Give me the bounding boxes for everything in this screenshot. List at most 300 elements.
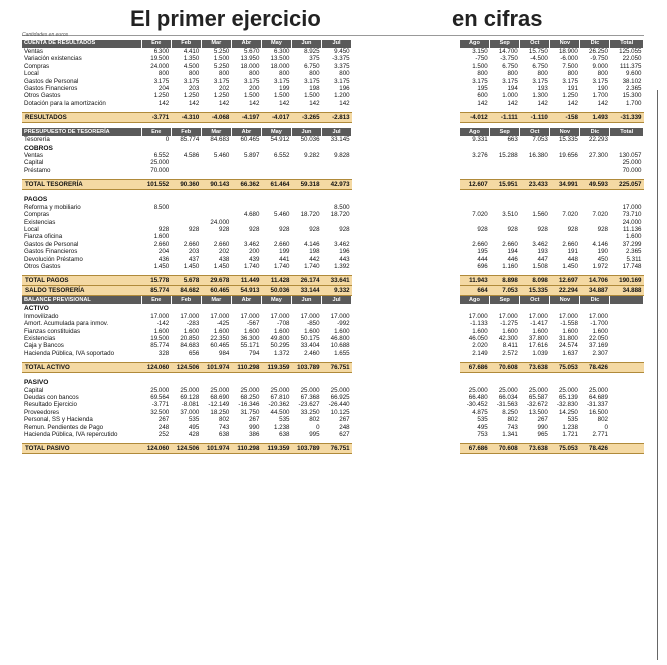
subsection-label: COBROS — [24, 144, 53, 152]
value-cell: 535 — [567, 416, 578, 424]
value-cell — [580, 167, 610, 174]
value-cell: 69.128 — [180, 394, 200, 401]
value-cell: 0 — [165, 136, 170, 144]
value-cell: 17.000 — [468, 312, 488, 320]
value-cell — [261, 167, 291, 174]
total-header — [610, 296, 644, 305]
value-cell: 50.036 — [261, 286, 291, 296]
value-cell: 142 — [507, 99, 518, 107]
column-gap — [352, 128, 460, 136]
table-row — [22, 219, 644, 226]
value-cell: 6.300 — [274, 48, 290, 55]
month-header: Abr — [231, 296, 261, 305]
value-cell: 656 — [188, 349, 200, 357]
value-cell: 17.000 — [330, 312, 350, 320]
month-header: Jul — [322, 128, 352, 136]
value-cell: -1.111 — [490, 113, 520, 123]
total-row — [22, 113, 644, 123]
value-cell: 928 — [597, 225, 608, 233]
value-cell — [490, 159, 520, 166]
value-cell: -750 — [475, 55, 488, 63]
value-cell: 90.143 — [201, 180, 231, 190]
table-row — [22, 159, 644, 166]
table-row — [22, 241, 644, 248]
value-cell: 13.500 — [528, 408, 548, 416]
column-gap — [352, 394, 460, 401]
value-cell: 50.036 — [300, 136, 320, 144]
month-header: Sep — [490, 40, 520, 48]
table-row — [22, 48, 644, 55]
value-cell: 7.053 — [490, 286, 520, 296]
value-cell: 13.500 — [270, 55, 290, 63]
value-cell: -3.750 — [500, 55, 518, 63]
table-row — [22, 313, 644, 320]
value-cell — [291, 233, 321, 240]
value-cell: 26.174 — [291, 276, 321, 286]
value-cell: 800 — [339, 70, 350, 78]
value-cell — [520, 159, 550, 166]
value-cell: 800 — [188, 70, 200, 78]
value-cell — [171, 159, 201, 166]
value-cell: -20.362 — [268, 401, 290, 409]
section-header-row — [22, 128, 644, 136]
value-cell: 1.600 — [153, 327, 170, 335]
value-cell — [460, 219, 490, 226]
month-header: Abr — [231, 40, 261, 48]
column-gap — [352, 320, 460, 327]
value-cell: 800 — [537, 70, 548, 78]
value-cell: 9.450 — [334, 48, 350, 55]
table-row — [22, 167, 644, 174]
value-cell: 627 — [339, 431, 350, 439]
column-gap — [352, 211, 460, 218]
total-cell: 125.055 — [619, 48, 642, 55]
month-header: Mar — [201, 296, 231, 305]
value-cell: -4.310 — [171, 113, 201, 123]
value-cell: 90.360 — [171, 180, 201, 190]
column-gap — [352, 136, 460, 143]
value-cell: 18.000 — [270, 62, 290, 70]
units-note: Cantidades en euros — [22, 32, 69, 38]
month-header: Mar — [201, 128, 231, 136]
value-cell: 46.050 — [468, 334, 488, 342]
value-cell: 1.740 — [304, 262, 320, 270]
column-gap — [352, 233, 460, 240]
value-cell: 66.034 — [498, 394, 518, 401]
row-label: Local — [24, 225, 39, 233]
value-cell: 22.050 — [589, 334, 608, 342]
value-cell: 124.060 — [141, 363, 171, 373]
value-cell: 1.450 — [213, 262, 230, 270]
row-label: Existencias — [24, 334, 56, 342]
value-cell: 1.637 — [562, 349, 578, 357]
value-cell: 16.380 — [528, 152, 548, 160]
value-cell: -283 — [186, 320, 200, 328]
value-cell: 8.250 — [502, 408, 518, 416]
total-cell — [610, 416, 644, 423]
value-cell: 64.689 — [589, 394, 608, 401]
value-cell: 1.493 — [580, 113, 610, 123]
value-cell — [201, 211, 231, 218]
month-header: Jul — [322, 40, 352, 48]
column-gap — [352, 256, 460, 263]
value-cell: 70.000 — [150, 166, 170, 174]
value-cell: 928 — [279, 225, 290, 233]
total-cell: 9.600 — [626, 70, 642, 78]
value-cell: 84.683 — [210, 136, 230, 144]
value-cell: 995 — [309, 431, 320, 439]
value-cell: 6.552 — [153, 152, 170, 160]
table-row — [22, 92, 644, 99]
value-cell — [580, 204, 610, 211]
value-cell: 1.500 — [213, 55, 230, 63]
value-cell: 29.678 — [201, 276, 231, 286]
value-cell: 55.171 — [240, 342, 260, 350]
value-cell: 6.750 — [532, 62, 548, 70]
value-cell: 535 — [279, 416, 290, 424]
column-gap — [352, 387, 460, 394]
value-cell: 18.900 — [558, 48, 578, 55]
value-cell: 743 — [507, 423, 518, 431]
value-cell: 928 — [339, 225, 350, 233]
value-cell — [490, 233, 520, 240]
subsection-label: ACTIVO — [24, 305, 49, 313]
value-cell: 9.282 — [304, 152, 320, 160]
value-cell: 2.660 — [274, 240, 290, 248]
total-cell: 17.000 — [622, 203, 642, 211]
value-cell: 103.789 — [291, 444, 321, 454]
row-label: Deudas con bancos — [24, 394, 79, 401]
value-cell: 24.000 — [210, 218, 230, 226]
value-cell: 928 — [537, 225, 548, 233]
value-cell — [291, 167, 321, 174]
value-cell: 800 — [249, 70, 260, 78]
month-header: Oct — [520, 128, 550, 136]
value-cell: 14.250 — [558, 408, 578, 416]
value-cell: 17.000 — [180, 312, 200, 320]
value-cell — [580, 159, 610, 166]
value-cell: 441 — [279, 255, 290, 263]
month-header: Feb — [171, 128, 201, 136]
value-cell: 78.426 — [580, 444, 610, 454]
column-gap — [352, 263, 460, 270]
value-cell: 8.925 — [304, 48, 320, 55]
value-cell: 142 — [567, 99, 578, 107]
value-cell: 5.250 — [213, 62, 230, 70]
value-cell: 103.789 — [291, 363, 321, 373]
value-cell: -3.375 — [332, 55, 350, 63]
value-cell: 495 — [188, 423, 200, 431]
table-row — [22, 320, 644, 327]
value-cell: 3.375 — [334, 62, 350, 70]
value-cell: 142 — [597, 99, 608, 107]
value-cell: 8.898 — [490, 276, 520, 286]
value-cell — [550, 204, 580, 211]
column-gap — [352, 167, 460, 174]
value-cell: 444 — [477, 255, 488, 263]
value-cell: 5.250 — [213, 48, 230, 55]
value-cell — [550, 219, 580, 226]
value-cell: 1.350 — [183, 55, 200, 63]
value-cell — [490, 167, 520, 174]
value-cell: 190 — [597, 248, 608, 256]
value-cell: 60.465 — [240, 136, 260, 144]
value-cell: 31.750 — [240, 408, 260, 416]
value-cell — [231, 204, 261, 211]
value-cell: 17.000 — [300, 312, 320, 320]
table-row — [22, 350, 644, 357]
table-row — [22, 204, 644, 211]
value-cell: -3.771 — [151, 401, 170, 409]
value-cell: 195 — [477, 248, 488, 256]
value-cell: 2.307 — [592, 349, 608, 357]
value-cell: 696 — [477, 262, 488, 270]
total-cell: 2.365 — [626, 85, 642, 93]
total-cell: 22.050 — [622, 55, 642, 63]
value-cell — [291, 159, 321, 166]
value-cell: 928 — [477, 225, 488, 233]
total-cell — [610, 401, 644, 408]
value-cell: 2.572 — [502, 349, 518, 357]
value-cell: 60.465 — [210, 342, 230, 350]
value-cell: 535 — [477, 416, 488, 424]
value-cell: 142 — [219, 99, 230, 107]
column-gap — [352, 431, 460, 438]
value-cell: 46.800 — [330, 334, 350, 342]
value-cell: 54.912 — [270, 136, 290, 144]
value-cell — [520, 219, 550, 226]
value-cell: 34.887 — [580, 286, 610, 296]
row-label: Gastos de Personal — [24, 240, 79, 248]
column-gap — [352, 70, 460, 77]
value-cell: 663 — [507, 136, 518, 144]
value-cell: 4.875 — [472, 408, 488, 416]
value-cell: 1.508 — [532, 262, 548, 270]
value-cell: 4.146 — [304, 240, 320, 248]
value-cell: 2.660 — [153, 240, 170, 248]
value-cell: 1.600 — [274, 327, 290, 335]
month-header: Jun — [291, 128, 321, 136]
value-cell: 202 — [219, 248, 230, 256]
value-cell: 252 — [158, 431, 170, 439]
month-header: Jul — [322, 296, 352, 305]
value-cell: 59.318 — [291, 180, 321, 190]
value-cell — [550, 233, 580, 240]
value-cell — [580, 219, 610, 226]
column-gap — [352, 63, 460, 70]
value-cell: 17.000 — [498, 312, 518, 320]
value-cell: -158 — [550, 113, 580, 123]
value-cell: 600 — [477, 92, 488, 100]
value-cell: 22.350 — [210, 334, 230, 342]
row-label: Ventas — [24, 152, 43, 160]
value-cell: 18.720 — [330, 211, 350, 219]
month-header: Sep — [490, 296, 520, 305]
value-cell: 3.276 — [472, 152, 488, 160]
value-cell: 25.000 — [498, 386, 518, 394]
value-cell: 67.686 — [460, 444, 490, 454]
row-label: Capital — [24, 159, 44, 167]
value-cell: 1.500 — [243, 92, 260, 100]
value-cell: 4.500 — [183, 62, 200, 70]
value-cell: 3.175 — [274, 77, 290, 85]
value-cell: 928 — [309, 225, 320, 233]
value-cell: 800 — [309, 70, 320, 78]
value-cell: 25.000 — [558, 386, 578, 394]
value-cell: 84.683 — [180, 342, 200, 350]
table-row — [22, 248, 644, 255]
value-cell: 1.250 — [153, 92, 170, 100]
value-cell: 11.428 — [261, 276, 291, 286]
value-cell: 1.238 — [274, 423, 290, 431]
value-cell: -142 — [156, 320, 170, 328]
total-cell: 1.600 — [626, 233, 642, 241]
value-cell — [460, 159, 490, 166]
value-cell: 196 — [339, 85, 350, 93]
value-cell: -30.452 — [466, 401, 488, 409]
value-cell: 198 — [309, 248, 320, 256]
value-cell: 101.974 — [201, 444, 231, 454]
value-cell: 1.238 — [562, 423, 578, 431]
row-label: TOTAL TESORERÍA — [22, 180, 141, 190]
subsection-row — [22, 144, 644, 152]
value-cell: 25.000 — [330, 386, 350, 394]
title-divider — [22, 35, 644, 36]
column-gap — [352, 328, 460, 335]
value-cell — [171, 219, 201, 226]
column-gap — [352, 424, 460, 431]
value-cell: 1.740 — [243, 262, 260, 270]
value-cell: 664 — [460, 286, 490, 296]
value-cell: 5.670 — [243, 48, 260, 55]
value-cell: 1.250 — [562, 92, 578, 100]
table-row — [22, 416, 644, 423]
value-cell: 193 — [537, 248, 548, 256]
row-label: Tesorería — [24, 136, 50, 144]
value-cell: 25.000 — [468, 386, 488, 394]
month-header: Abr — [231, 128, 261, 136]
value-cell: 65.587 — [528, 394, 548, 401]
table-row — [22, 70, 644, 77]
value-cell: 67.368 — [300, 394, 320, 401]
value-cell: 1.500 — [472, 62, 488, 70]
column-gap — [352, 40, 460, 48]
row-label: Compras — [24, 62, 50, 70]
value-cell: -1.558 — [560, 320, 578, 328]
row-label: Ventas — [24, 48, 43, 55]
row-label: Existencias — [24, 218, 56, 226]
value-cell: 142 — [537, 99, 548, 107]
value-cell: 200 — [249, 85, 260, 93]
column-gap — [352, 204, 460, 211]
column-gap — [352, 248, 460, 255]
value-cell: 9.000 — [592, 62, 608, 70]
value-cell: 3.175 — [502, 77, 518, 85]
row-label: Gastos Financieros — [24, 85, 78, 93]
table-row — [22, 328, 644, 335]
month-header: May — [261, 40, 291, 48]
value-cell: 3.510 — [502, 211, 518, 219]
month-header: Sep — [490, 128, 520, 136]
section-header-label: CUENTA DE RESULTADOS — [22, 40, 141, 48]
value-cell: 26.250 — [589, 48, 608, 55]
value-cell: 119.359 — [261, 444, 291, 454]
value-cell: -2.813 — [322, 113, 352, 123]
value-cell: 17.000 — [210, 312, 230, 320]
value-cell: 6.552 — [274, 152, 290, 160]
table-row — [22, 85, 644, 92]
value-cell — [460, 204, 490, 211]
value-cell: 37.800 — [528, 334, 548, 342]
column-gap — [352, 342, 460, 349]
value-cell: 7.020 — [562, 211, 578, 219]
total-cell: 73.710 — [622, 211, 642, 219]
value-cell: 25.000 — [528, 386, 548, 394]
month-header: Mar — [201, 40, 231, 48]
value-cell: 20.850 — [180, 334, 200, 342]
total-cell — [610, 444, 644, 454]
value-cell: 42.300 — [498, 334, 518, 342]
column-gap — [352, 48, 460, 55]
month-header: Dic — [580, 128, 610, 136]
value-cell: 85.774 — [180, 136, 200, 144]
value-cell: 12.697 — [550, 276, 580, 286]
value-cell: 50.175 — [300, 334, 320, 342]
value-cell: 142 — [188, 99, 200, 107]
value-cell: 78.426 — [580, 363, 610, 373]
value-cell: 5.460 — [274, 211, 290, 219]
total-cell: 17.748 — [622, 262, 642, 270]
value-cell: 16.500 — [589, 408, 608, 416]
value-cell: 984 — [219, 349, 230, 357]
value-cell: 203 — [188, 85, 200, 93]
value-cell: 800 — [567, 70, 578, 78]
value-cell: 203 — [188, 248, 200, 256]
value-cell — [322, 219, 352, 226]
value-cell: 124.506 — [171, 363, 201, 373]
value-cell: 802 — [507, 416, 518, 424]
value-cell: 194 — [507, 248, 518, 256]
value-cell: 9.828 — [334, 152, 350, 160]
value-cell: 1.450 — [183, 262, 200, 270]
value-cell: 1.450 — [153, 262, 170, 270]
column-gap — [352, 78, 460, 85]
value-cell: 638 — [279, 431, 290, 439]
value-cell: -425 — [216, 320, 230, 328]
value-cell: 25.000 — [210, 386, 230, 394]
value-cell — [322, 233, 352, 240]
total-row — [22, 276, 644, 286]
month-header: Ene — [141, 296, 171, 305]
value-cell: 928 — [249, 225, 260, 233]
value-cell: 990 — [537, 423, 548, 431]
column-gap — [352, 350, 460, 357]
value-cell: 450 — [597, 255, 608, 263]
value-cell: 2.660 — [183, 240, 200, 248]
value-cell — [322, 159, 352, 166]
value-cell: 1.500 — [274, 92, 290, 100]
value-cell: 196 — [339, 248, 350, 256]
value-cell: 31.800 — [558, 334, 578, 342]
value-cell: 191 — [567, 85, 578, 93]
row-label: Compras — [24, 211, 50, 219]
total-header: Total — [610, 128, 644, 136]
table-row — [22, 424, 644, 431]
value-cell: 70.608 — [490, 444, 520, 454]
column-gap — [352, 92, 460, 99]
value-cell: 69.564 — [150, 394, 170, 401]
value-cell: 34.991 — [550, 180, 580, 190]
